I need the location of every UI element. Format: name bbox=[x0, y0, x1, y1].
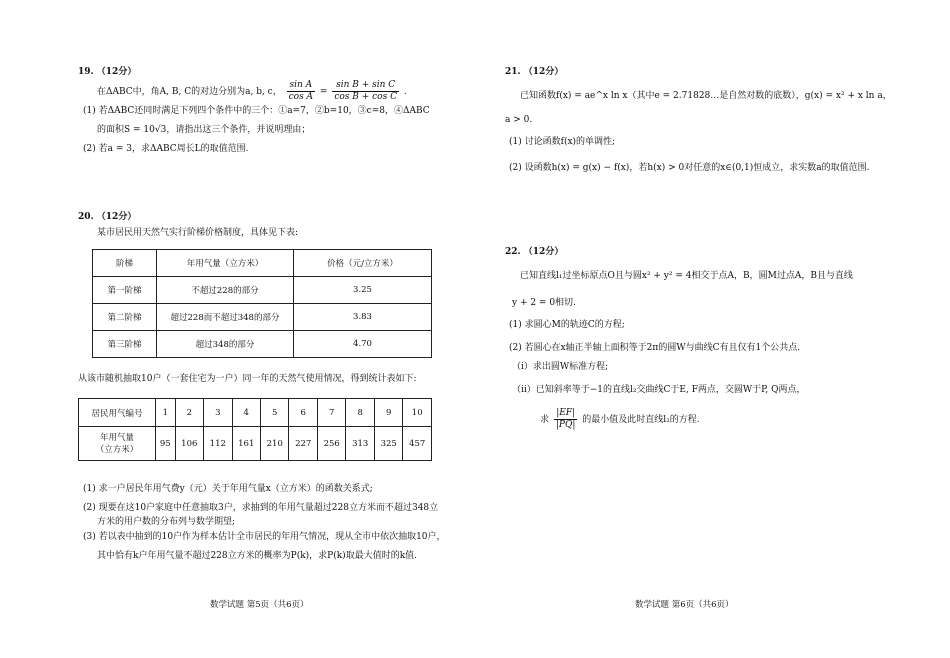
q20-part3-line1: (3) 若以表中抽到的10户作为样本估计全市居民的年用气情况，现从全市中依次抽取10户， bbox=[83, 532, 446, 542]
q22-heading: 22. （12分） bbox=[505, 247, 564, 257]
table-cell: 2 bbox=[175, 399, 203, 427]
q21-part1: (1) 讨论函数f(x)的单调性; bbox=[509, 137, 616, 147]
table-cell: 106 bbox=[175, 427, 203, 461]
q22-part1: (1) 求圆心M的轨迹C的方程; bbox=[509, 320, 625, 330]
q20-sample-text: 从该市随机抽取10户（一套住宅为一户）同一年的天然气使用情况，得到统计表如下: bbox=[78, 374, 417, 384]
table-cell: 4 bbox=[232, 399, 260, 427]
usage-label-line2: （立方米） bbox=[95, 444, 139, 455]
table-cell: 7 bbox=[317, 399, 345, 427]
page-6 bbox=[475, 0, 950, 658]
table-row bbox=[93, 331, 432, 358]
q19-part1-line1: (1) 若ΔABC还同时满足下列四个条件中的三个：①a=7，②b=10，③c=8，④ΔABC bbox=[83, 106, 430, 116]
q19-heading: 19. （12分） bbox=[78, 67, 137, 77]
q22-ask-suffix: 的最小值及此时直线l₂的方程. bbox=[582, 415, 700, 425]
table-cell: 超过348的部分 bbox=[157, 331, 294, 358]
q19-fraction-1 bbox=[287, 80, 315, 103]
usage-table-label bbox=[79, 427, 156, 461]
q22-frac-numerator: |EF| bbox=[554, 408, 578, 420]
q21-line1: 已知函数f(x) = ae^x ln x（其中e = 2.71828…是自然对数的底数），g(x) = x² + x ln a， bbox=[520, 91, 892, 101]
usage-table bbox=[78, 398, 432, 461]
usage-table-row-ids bbox=[79, 399, 432, 427]
q22-line2: y + 2 = 0相切. bbox=[512, 298, 576, 308]
q20-intro: 某市居民用天然气实行阶梯价格制度，具体见下表: bbox=[97, 228, 299, 238]
q22-part2-i: （ⅰ）求出圆W标准方程; bbox=[512, 362, 609, 372]
table-cell: 超过228而不超过348的部分 bbox=[157, 304, 294, 331]
table-cell: 210 bbox=[261, 427, 289, 461]
q20-part1: (1) 求一户居民年用气费y（元）关于年用气量x（立方米）的函数关系式; bbox=[83, 484, 373, 494]
price-table-header-row bbox=[93, 250, 432, 277]
q19-intro: 在ΔABC中，角A, B, C的对边分别为a, b, c， $\frac{\text{sin A}}{\text{cos A}}$ = $\frac{\text{sin B + sin C}}{\text{cos B + cos C}}$ . bbox=[97, 80, 407, 102]
price-table-header: 年用气量（立方米） bbox=[157, 250, 294, 277]
q21-heading: 21. （12分） bbox=[505, 67, 564, 77]
table-cell: 3.25 bbox=[294, 277, 432, 304]
table-cell: 313 bbox=[346, 427, 374, 461]
q19-fraction-2 bbox=[332, 80, 399, 103]
table-row bbox=[93, 304, 432, 331]
table-cell: 6 bbox=[289, 399, 317, 427]
q20-part2-line1: (2) 现要在这10户家庭中任意抽取3户，求抽到的年用气量超过228立方米而不超过348立 bbox=[83, 503, 439, 513]
table-cell: 457 bbox=[403, 427, 432, 461]
table-cell: 10 bbox=[403, 399, 432, 427]
q19-frac1-numerator: sin A bbox=[287, 80, 315, 92]
q20-heading: 20. （12分） bbox=[78, 212, 137, 222]
table-cell: 161 bbox=[232, 427, 260, 461]
q19-part1-line2: 的面积S = 10√3，请指出这三个条件，并说明理由； bbox=[97, 125, 311, 135]
price-table-header: 价格（元/立方米） bbox=[294, 250, 432, 277]
q19-part2: (2) 若a = 3，求ΔABC周长L的取值范围. bbox=[83, 144, 249, 154]
table-cell: 325 bbox=[374, 427, 402, 461]
q19-frac1-denominator: cos A bbox=[288, 92, 314, 102]
table-cell: 9 bbox=[374, 399, 402, 427]
price-table-header: 阶梯 bbox=[93, 250, 157, 277]
q19-intro-end: . bbox=[403, 87, 407, 97]
q21-part2: (2) 设函数h(x) = g(x) − f(x)，若h(x) > 0对任意的x∈(0,1)恒成立，求实数a的取值范围. bbox=[509, 163, 870, 173]
table-cell: 112 bbox=[204, 427, 232, 461]
q22-part2-ii-ask bbox=[540, 408, 700, 431]
table-cell: 第一阶梯 bbox=[93, 277, 157, 304]
table-cell: 第三阶梯 bbox=[93, 331, 157, 358]
q20-part2-line2: 方米的用户数的分布列与数学期望; bbox=[97, 517, 236, 527]
table-cell: 256 bbox=[317, 427, 345, 461]
q22-part2: (2) 若圆心在x轴正半轴上面积等于2π的圆W与曲线C有且仅有1个公共点. bbox=[509, 343, 801, 353]
table-cell: 3.83 bbox=[294, 304, 432, 331]
q19-intro-text: 在ΔABC中，角A, B, C的对边分别为a, b, c， bbox=[97, 87, 282, 97]
table-row bbox=[93, 277, 432, 304]
table-cell: 不超过228的部分 bbox=[157, 277, 294, 304]
q22-line1: 已知直线l₁过坐标原点O且与圆x² + y² = 4相交于点A，B，圆M过点A，B且与直线 bbox=[520, 271, 853, 281]
usage-table-label: 居民用气编号 bbox=[79, 399, 156, 427]
table-cell: 227 bbox=[289, 427, 317, 461]
usage-table-row-values bbox=[79, 427, 432, 461]
q20-part3-line2: 其中恰有k户年用气量不超过228立方米的概率为P(k)，求P(k)取最大值时的k值. bbox=[97, 551, 418, 561]
q22-fraction bbox=[554, 408, 578, 431]
table-cell: 3 bbox=[204, 399, 232, 427]
q22-part2-ii: （ⅱ）已知斜率等于−1的直线l₂交曲线C于E, F两点，交圆W于P, Q两点， bbox=[512, 385, 806, 395]
table-cell: 8 bbox=[346, 399, 374, 427]
page-footer-right: 数学试题 第6页（共6页） bbox=[635, 600, 734, 610]
usage-label-line1: 年用气量 bbox=[99, 432, 134, 443]
q22-frac-denominator: |PQ| bbox=[555, 420, 576, 430]
price-table bbox=[92, 249, 432, 358]
q19-frac2-denominator: cos B + cos C bbox=[334, 92, 397, 102]
table-cell: 4.70 bbox=[294, 331, 432, 358]
table-cell: 95 bbox=[156, 427, 176, 461]
table-cell: 1 bbox=[156, 399, 176, 427]
q21-line2: a > 0. bbox=[505, 115, 533, 125]
page-footer-left: 数学试题 第5页（共6页） bbox=[210, 600, 309, 610]
q19-frac2-numerator: sin B + sin C bbox=[332, 80, 399, 92]
table-cell: 第二阶梯 bbox=[93, 304, 157, 331]
table-cell: 5 bbox=[261, 399, 289, 427]
q22-ask-prefix: 求 bbox=[540, 415, 550, 425]
